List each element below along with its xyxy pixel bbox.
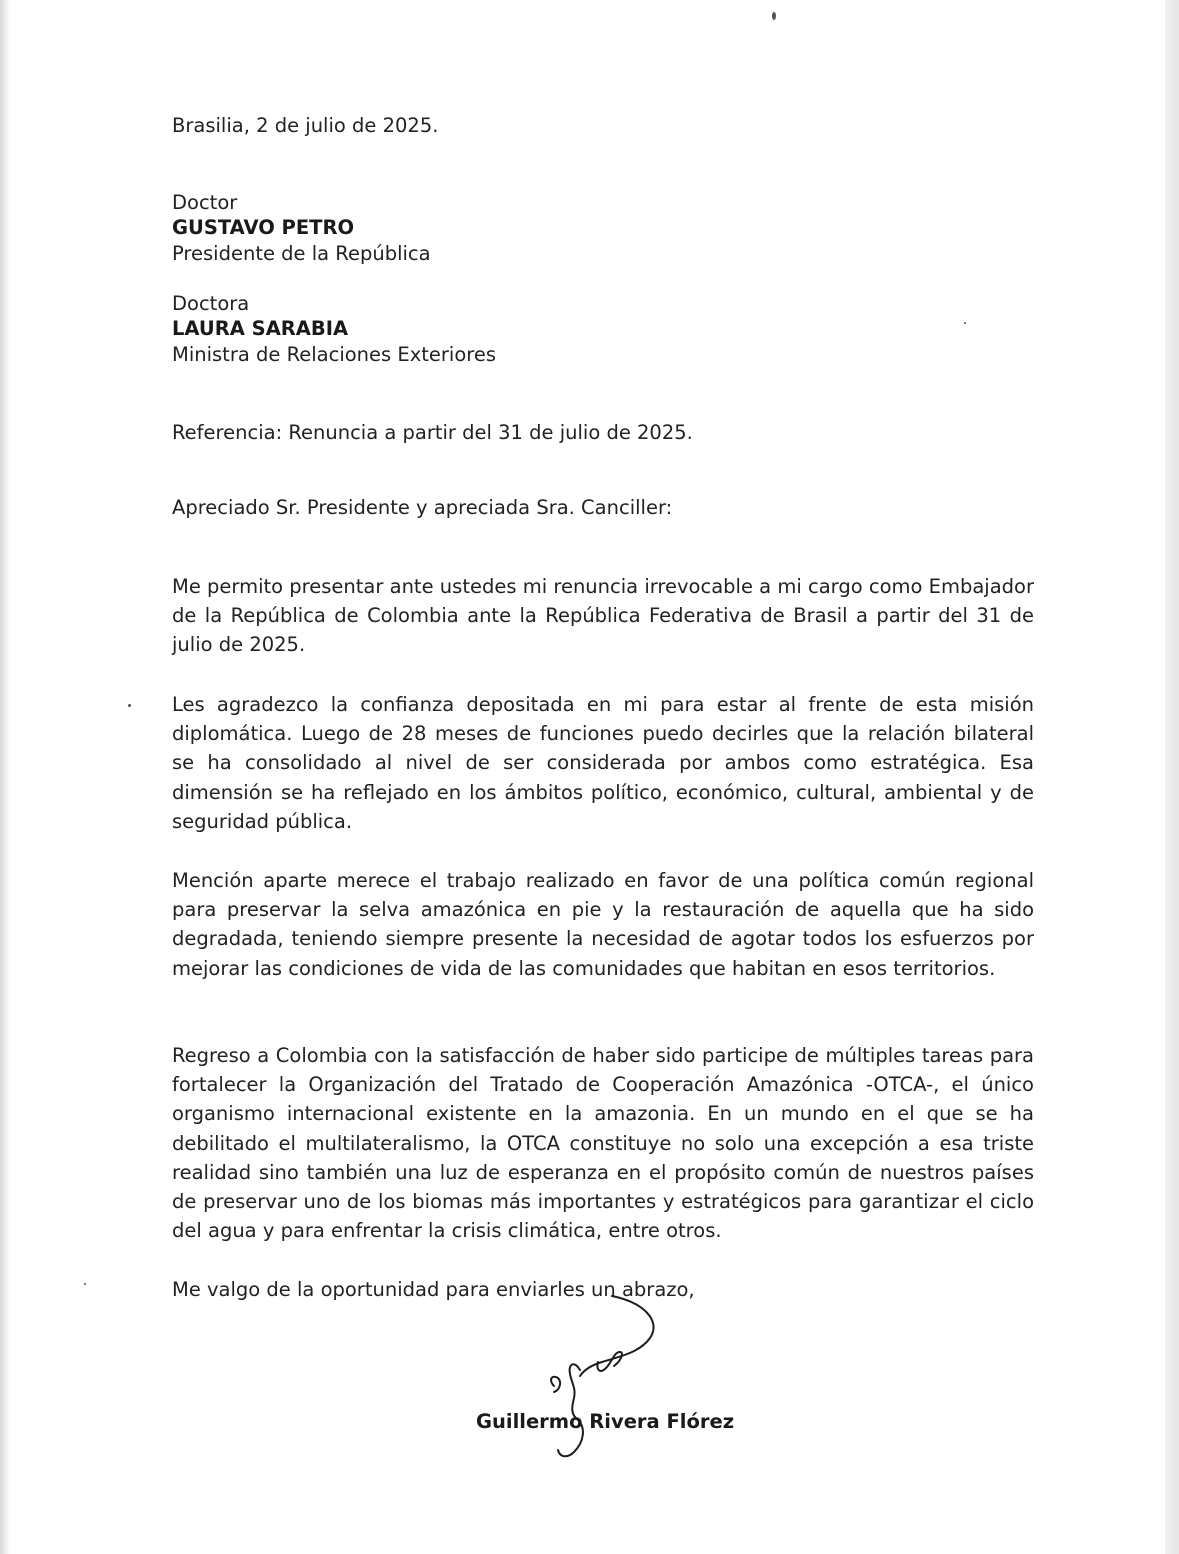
date-line: Brasilia, 2 de julio de 2025. [172, 114, 439, 137]
body-paragraph-2: Les agradezco la confianza depositada en mi para estar al frente de esta misión diplomática. Luego de 28 meses de funciones puedo decirles que la relación bilateral se ha consolidado al nivel de ser considerada por ambos como estratégica. Esa dimensión se ha reflejado en los ámbitos político, económico, cultural, ambiental y de seguridad pública. [172, 693, 1034, 833]
scan-speck [84, 1283, 86, 1285]
scan-speck [772, 12, 776, 20]
handwritten-signature [540, 1290, 680, 1470]
scan-speck [964, 322, 966, 324]
body-paragraph-1: Me permito presentar ante ustedes mi renuncia irrevocable a mi cargo como Embajador de la República de Colombia ante la República Federativa de Brasil a partir del 31 de julio de 2025. [172, 575, 1034, 657]
reference-line: Referencia: Renuncia a partir del 31 de julio de 2025. [172, 421, 693, 444]
salutation: Apreciado Sr. Presidente y apreciada Sra. Canciller: [172, 496, 673, 519]
recipient2-title: Doctora [172, 292, 250, 315]
recipient1-title: Doctor [172, 191, 238, 214]
closing-line: Me valgo de la oportunidad para enviarles un abrazo, [172, 1278, 695, 1301]
body-paragraph-4: Regreso a Colombia con la satisfacción de haber sido participe de múltiples tareas para fortalecer la Organización del Tratado de Cooperación Amazónica -OTCA-, el único organismo internacional existente en la amazonia. En un mundo en el que se ha debilitado el multilateralismo, la OTCA constituye no solo una excepción a esa triste realidad sino también una luz de esperanza en el propósito común de nuestros países de preservar uno de los biomas más importantes y estratégicos para garantizar el ciclo del agua y para enfrentar la crisis climática, entre otros. [172, 1044, 1034, 1243]
scan-edge-left [0, 0, 10, 1554]
recipient1-name: GUSTAVO PETRO [172, 216, 355, 239]
recipient2-role: Ministra de Relaciones Exteriores [172, 343, 496, 366]
signatory-name: Guillermo Rivera Flórez [476, 1410, 735, 1433]
recipient2-name: LAURA SARABIA [172, 317, 349, 340]
scan-edge-right [1165, 0, 1179, 1554]
recipient1-role: Presidente de la República [172, 242, 431, 265]
body-paragraph-3: Mención aparte merece el trabajo realizado en favor de una política común regional para preservar la selva amazónica en pie y la restauración de aquella que ha sido degradada, teniendo siempre presente la necesidad de agotar todos los esfuerzos por mejorar las condiciones de vida de las comunidades que habitan en esos territorios. [172, 869, 1034, 980]
scan-speck [128, 704, 131, 707]
